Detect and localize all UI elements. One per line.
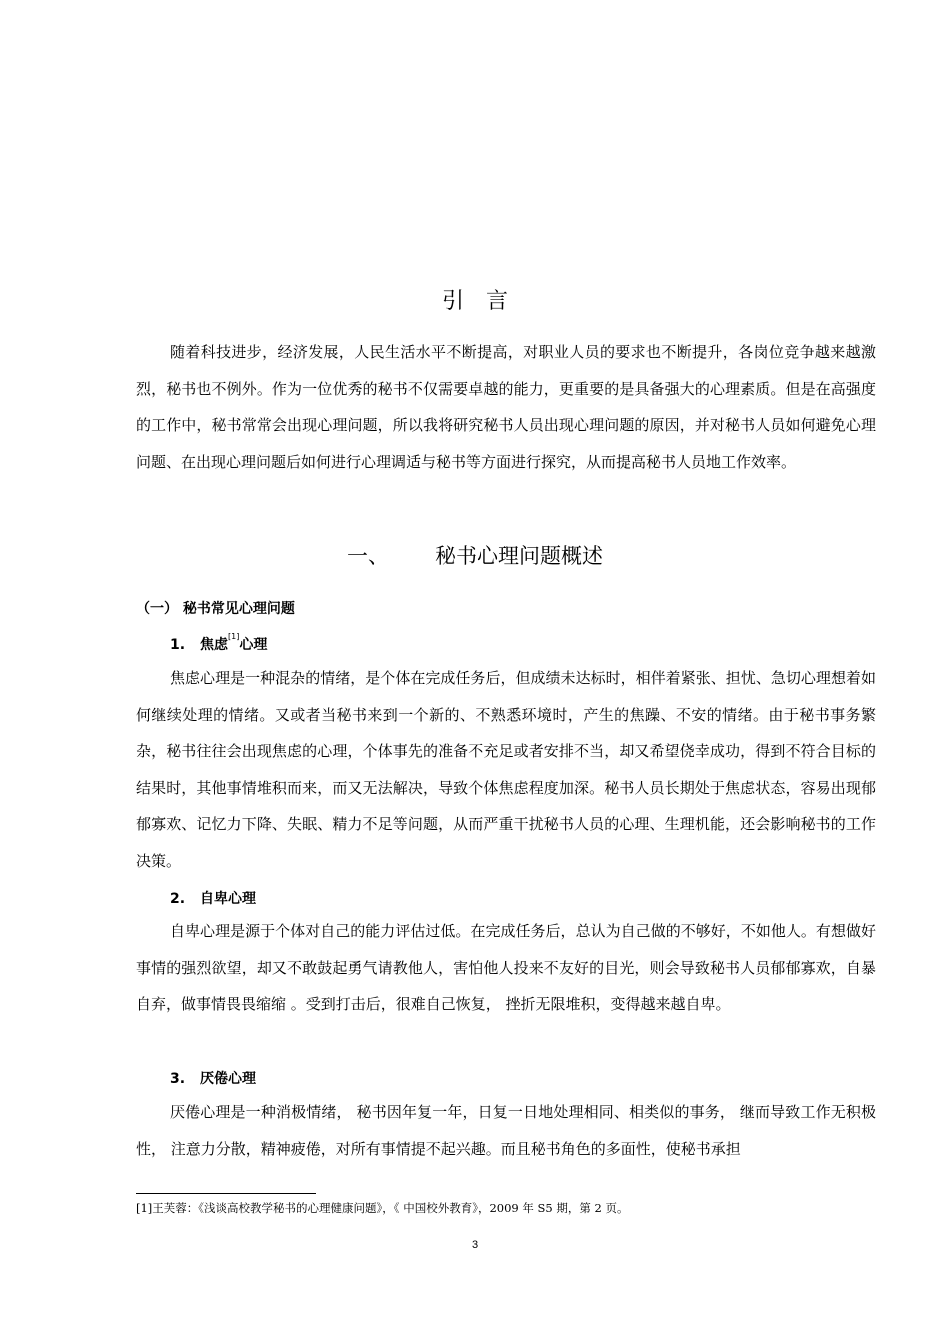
footnote-divider: [136, 1193, 316, 1194]
intro-section: [136, 334, 876, 480]
footnote: [1]王芙蓉：《浅谈高校教学秘书的心理健康问题》，《 中国校外教育》，2009 年 S5 期，第 2 页。: [136, 1201, 629, 1215]
page-title: 引言: [441, 289, 530, 314]
item-paragraph: 自卑心理是源于个体对自己的能力评估过低。在完成任务后，总认为自己做的不够好，不如他人。有想做好事情的强烈欲望，却又不敢鼓起勇气请教他人，害怕他人投来不友好的目光，则会导致秘书人员郁郁寡欢，自暴自弃，做事情畏畏缩缩 。受到打击后，很难自己恢复， 挫折无限堆积，变得越来越自卑。: [136, 922, 876, 1013]
item-heading-2: [170, 888, 256, 908]
item-title-suffix: 心理: [239, 637, 268, 653]
item-number: 3.: [170, 1071, 186, 1087]
subsection-heading: （一） 秘书常见心理问题: [136, 601, 295, 617]
item-heading-1: [170, 634, 267, 654]
item-title: 自卑心理: [200, 891, 256, 907]
item-title: 焦虑: [200, 637, 228, 653]
section-heading: [0, 540, 950, 570]
page-number: 3: [471, 1239, 479, 1251]
section-title: 秘书心理问题概述: [435, 544, 603, 568]
item-heading-3: [170, 1068, 256, 1088]
item-body-3: [136, 1094, 876, 1167]
item-body-2: [136, 913, 876, 1023]
item-paragraph: 焦虑心理是一种混杂的情绪，是个体在完成任务后，但成绩未达标时，相伴着紧张、担忧、急切心理想着如何继续处理的情绪。又或者当秘书来到一个新的、不熟悉环境时，产生的焦躁、不安的情绪。由于秘书事务繁杂，秘书往往会出现焦虑的心理，个体事先的准备不充足或者安排不当，却又希望侥幸成功，得到不符合目标的结果时，其他事情堆积而来，而又无法解决，导致个体焦虑程度加深。秘书人员长期处于焦虑状态，容易出现郁郁寡欢、记忆力下降、失眠、精力不足等问题，从而严重干扰秘书人员的心理、生理机能，还会影响秘书的工作决策。: [136, 669, 876, 870]
item-number: 2.: [170, 891, 186, 907]
item-body-1: [136, 660, 876, 879]
intro-paragraph: 随着科技进步，经济发展，人民生活水平不断提高，对职业人员的要求也不断提升，各岗位竞争越来越激烈，秘书也不例外。作为一位优秀的秘书不仅需要卓越的能力，更重要的是具备强大的心理素质。但是在高强度的工作中，秘书常常会出现心理问题，所以我将研究秘书人员出现心理问题的原因，并对秘书人员如何避免心理问题、在出现心理问题后如何进行心理调适与秘书等方面进行探究，从而提高秘书人员地工作效率。: [136, 343, 876, 471]
item-title: 厌倦心理: [200, 1071, 256, 1087]
section-number: 一、: [347, 544, 389, 568]
item-number: 1.: [170, 637, 186, 653]
footnote-reference[interactable]: [1]: [228, 632, 240, 641]
item-paragraph: 厌倦心理是一种消极情绪， 秘书因年复一年，日复一日地处理相同、相类似的事务， 继而导致工作无积极性， 注意力分散，精神疲倦，对所有事情提不起兴趣。而且秘书角色的多面性，使秘书承担: [136, 1103, 876, 1158]
